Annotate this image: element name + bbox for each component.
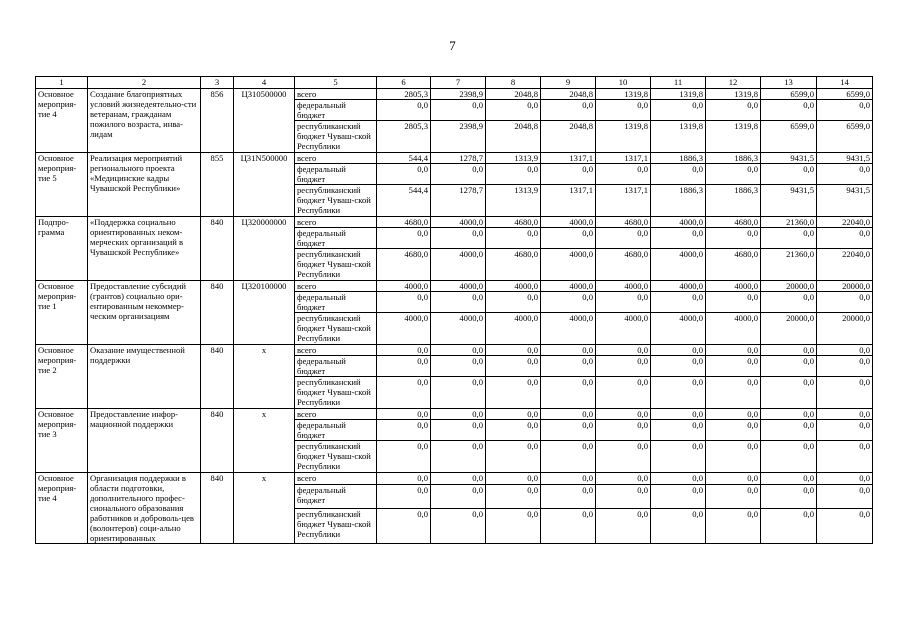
- value-cell: 4680,0: [596, 249, 651, 281]
- table-row: [36, 89, 873, 100]
- value-cell: 0,0: [706, 441, 761, 473]
- value-cell: 0,0: [431, 292, 486, 313]
- value-cell: 0,0: [651, 164, 706, 185]
- grbs-code-cell: 840: [201, 281, 234, 345]
- value-cell: 0,0: [706, 420, 761, 441]
- grbs-code-cell: 840: [201, 409, 234, 473]
- activity-type-cell: Основное мероприя-тие 4: [36, 473, 88, 544]
- value-cell: 9431,5: [761, 185, 817, 217]
- value-cell: 2048,8: [486, 121, 541, 153]
- value-cell: 21360,0: [761, 217, 817, 228]
- value-cell: 4000,0: [431, 249, 486, 281]
- activity-name-cell: Создание благоприятных условий жизнедеятельно-сти ветеранам, гражданам пожилого возраста, инва-лидам: [88, 89, 201, 153]
- value-cell: 0,0: [706, 292, 761, 313]
- column-header-1: 1: [36, 77, 88, 89]
- value-cell: 0,0: [651, 356, 706, 377]
- funding-source-cell: республиканский бюджет Чуваш-ской Республики: [295, 441, 377, 473]
- value-cell: 1319,8: [651, 121, 706, 153]
- page-number: 7: [449, 38, 456, 53]
- value-cell: 0,0: [377, 420, 431, 441]
- grbs-code-cell: 840: [201, 217, 234, 281]
- value-cell: 0,0: [817, 164, 873, 185]
- funding-source-cell: федеральный бюджет: [295, 228, 377, 249]
- value-cell: 4000,0: [486, 281, 541, 292]
- value-cell: 0,0: [761, 409, 817, 420]
- value-cell: 6599,0: [761, 89, 817, 100]
- value-cell: 0,0: [431, 409, 486, 420]
- value-cell: 4680,0: [596, 217, 651, 228]
- column-header-3: 3: [201, 77, 234, 89]
- value-cell: 0,0: [651, 409, 706, 420]
- value-cell: 544,4: [377, 185, 431, 217]
- value-cell: 0,0: [596, 164, 651, 185]
- value-cell: 0,0: [541, 420, 596, 441]
- value-cell: 4000,0: [706, 313, 761, 345]
- target-code-cell: Ц310500000: [234, 89, 295, 153]
- value-cell: 0,0: [431, 377, 486, 409]
- value-cell: 1313,9: [486, 153, 541, 164]
- column-header-9: 9: [541, 77, 596, 89]
- funding-source-cell: всего: [295, 281, 377, 292]
- value-cell: 0,0: [377, 345, 431, 356]
- value-cell: 0,0: [541, 100, 596, 121]
- value-cell: 0,0: [761, 508, 817, 544]
- value-cell: 9431,5: [817, 153, 873, 164]
- value-cell: 0,0: [431, 485, 486, 508]
- value-cell: 0,0: [817, 420, 873, 441]
- value-cell: 4000,0: [651, 249, 706, 281]
- funding-source-cell: республиканский бюджет Чуваш-ской Республики: [295, 508, 377, 544]
- value-cell: 0,0: [486, 164, 541, 185]
- value-cell: 6599,0: [761, 121, 817, 153]
- funding-source-cell: федеральный бюджет: [295, 164, 377, 185]
- value-cell: 0,0: [706, 485, 761, 508]
- value-cell: 4680,0: [377, 217, 431, 228]
- value-cell: 0,0: [651, 292, 706, 313]
- value-cell: 2805,3: [377, 121, 431, 153]
- column-header-12: 12: [706, 77, 761, 89]
- table-header: [36, 77, 873, 89]
- value-cell: 0,0: [817, 228, 873, 249]
- value-cell: 6599,0: [817, 89, 873, 100]
- column-header-8: 8: [486, 77, 541, 89]
- column-header-7: 7: [431, 77, 486, 89]
- value-cell: 0,0: [431, 164, 486, 185]
- value-cell: 0,0: [596, 228, 651, 249]
- value-cell: 0,0: [541, 377, 596, 409]
- funding-source-cell: всего: [295, 217, 377, 228]
- funding-source-cell: всего: [295, 473, 377, 485]
- value-cell: 0,0: [651, 508, 706, 544]
- value-cell: 1278,7: [431, 185, 486, 217]
- target-code-cell: Ц320000000: [234, 217, 295, 281]
- funding-source-cell: федеральный бюджет: [295, 485, 377, 508]
- grbs-code-cell: 840: [201, 345, 234, 409]
- activity-type-cell: Основное мероприя-тие 3: [36, 409, 88, 473]
- value-cell: 4000,0: [651, 281, 706, 292]
- value-cell: 9431,5: [761, 153, 817, 164]
- value-cell: 1313,9: [486, 185, 541, 217]
- value-cell: 0,0: [817, 441, 873, 473]
- funding-source-cell: федеральный бюджет: [295, 100, 377, 121]
- value-cell: 4000,0: [431, 217, 486, 228]
- value-cell: 0,0: [817, 292, 873, 313]
- value-cell: 0,0: [817, 100, 873, 121]
- value-cell: 0,0: [817, 356, 873, 377]
- value-cell: 9431,5: [817, 185, 873, 217]
- value-cell: 0,0: [651, 485, 706, 508]
- funding-source-cell: республиканский бюджет Чуваш-ской Республики: [295, 313, 377, 345]
- value-cell: 1317,1: [596, 185, 651, 217]
- table-body: [36, 89, 873, 544]
- value-cell: 544,4: [377, 153, 431, 164]
- value-cell: 0,0: [761, 377, 817, 409]
- value-cell: 0,0: [651, 420, 706, 441]
- value-cell: 4680,0: [706, 249, 761, 281]
- value-cell: 4680,0: [377, 249, 431, 281]
- funding-source-cell: всего: [295, 409, 377, 420]
- value-cell: 0,0: [431, 473, 486, 485]
- value-cell: 21360,0: [761, 249, 817, 281]
- value-cell: 0,0: [431, 356, 486, 377]
- value-cell: 0,0: [651, 228, 706, 249]
- value-cell: 0,0: [596, 292, 651, 313]
- column-header-6: 6: [377, 77, 431, 89]
- value-cell: 1317,1: [541, 185, 596, 217]
- value-cell: 0,0: [596, 377, 651, 409]
- value-cell: 20000,0: [817, 313, 873, 345]
- value-cell: 0,0: [541, 441, 596, 473]
- funding-source-cell: республиканский бюджет Чуваш-ской Республики: [295, 185, 377, 217]
- value-cell: 0,0: [706, 473, 761, 485]
- value-cell: 4000,0: [431, 313, 486, 345]
- value-cell: 0,0: [706, 356, 761, 377]
- activity-name-cell: Оказание имущественной поддержки: [88, 345, 201, 409]
- value-cell: 0,0: [706, 377, 761, 409]
- value-cell: 0,0: [486, 228, 541, 249]
- activity-type-cell: Основное мероприя-тие 4: [36, 89, 88, 153]
- value-cell: 0,0: [706, 164, 761, 185]
- value-cell: 0,0: [377, 409, 431, 420]
- value-cell: 4680,0: [486, 217, 541, 228]
- value-cell: 0,0: [596, 485, 651, 508]
- target-code-cell: Ц31N500000: [234, 153, 295, 217]
- grbs-code-cell: 840: [201, 473, 234, 544]
- budget-table: [35, 76, 873, 544]
- funding-source-cell: республиканский бюджет Чуваш-ской Республики: [295, 121, 377, 153]
- column-header-5: 5: [295, 77, 377, 89]
- value-cell: 0,0: [377, 164, 431, 185]
- value-cell: 4000,0: [431, 281, 486, 292]
- activity-name-cell: Организация поддержки в области подготовки, дополнительного профес-сионального образования работников и доброволь-цев (волонтеров) соци-ально ориентированных: [88, 473, 201, 544]
- value-cell: 0,0: [761, 228, 817, 249]
- column-header-11: 11: [651, 77, 706, 89]
- value-cell: 1886,3: [651, 185, 706, 217]
- value-cell: 22040,0: [817, 217, 873, 228]
- activity-name-cell: Реализация мероприятий регионального проекта «Медицинские кадры Чувашской Республики»: [88, 153, 201, 217]
- value-cell: 0,0: [596, 441, 651, 473]
- value-cell: 0,0: [706, 409, 761, 420]
- value-cell: 0,0: [596, 473, 651, 485]
- value-cell: 1319,8: [651, 89, 706, 100]
- value-cell: 0,0: [486, 441, 541, 473]
- value-cell: 0,0: [486, 420, 541, 441]
- value-cell: 4000,0: [377, 281, 431, 292]
- value-cell: 2805,3: [377, 89, 431, 100]
- value-cell: 22040,0: [817, 249, 873, 281]
- funding-source-cell: федеральный бюджет: [295, 356, 377, 377]
- value-cell: 0,0: [541, 345, 596, 356]
- value-cell: 20000,0: [761, 281, 817, 292]
- activity-type-cell: Подпро-грамма: [36, 217, 88, 281]
- value-cell: 0,0: [431, 100, 486, 121]
- value-cell: 0,0: [596, 100, 651, 121]
- value-cell: 0,0: [651, 473, 706, 485]
- value-cell: 20000,0: [817, 281, 873, 292]
- value-cell: 0,0: [431, 345, 486, 356]
- grbs-code-cell: 856: [201, 89, 234, 153]
- value-cell: 0,0: [541, 485, 596, 508]
- value-cell: 2398,9: [431, 89, 486, 100]
- value-cell: 0,0: [761, 345, 817, 356]
- value-cell: 1278,7: [431, 153, 486, 164]
- value-cell: 0,0: [817, 345, 873, 356]
- funding-source-cell: республиканский бюджет Чуваш-ской Республики: [295, 377, 377, 409]
- value-cell: 0,0: [431, 508, 486, 544]
- value-cell: 4000,0: [706, 281, 761, 292]
- value-cell: 1317,1: [596, 153, 651, 164]
- value-cell: 0,0: [761, 485, 817, 508]
- value-cell: 0,0: [761, 356, 817, 377]
- table-row: [36, 473, 873, 485]
- value-cell: 0,0: [377, 292, 431, 313]
- value-cell: 4000,0: [541, 313, 596, 345]
- value-cell: 0,0: [761, 164, 817, 185]
- value-cell: 20000,0: [761, 313, 817, 345]
- table-row: [36, 153, 873, 164]
- funding-source-cell: всего: [295, 89, 377, 100]
- table-row: [36, 345, 873, 356]
- value-cell: 0,0: [761, 420, 817, 441]
- value-cell: 0,0: [706, 228, 761, 249]
- value-cell: 0,0: [761, 473, 817, 485]
- value-cell: 4000,0: [541, 249, 596, 281]
- value-cell: 0,0: [486, 473, 541, 485]
- value-cell: 0,0: [486, 356, 541, 377]
- value-cell: 0,0: [596, 356, 651, 377]
- value-cell: 0,0: [817, 473, 873, 485]
- value-cell: 0,0: [486, 508, 541, 544]
- value-cell: 4000,0: [651, 313, 706, 345]
- value-cell: 0,0: [761, 100, 817, 121]
- value-cell: 0,0: [431, 420, 486, 441]
- column-header-13: 13: [761, 77, 817, 89]
- value-cell: 0,0: [377, 473, 431, 485]
- value-cell: 0,0: [486, 100, 541, 121]
- value-cell: 0,0: [596, 345, 651, 356]
- value-cell: 0,0: [377, 441, 431, 473]
- value-cell: 0,0: [541, 356, 596, 377]
- value-cell: 0,0: [486, 345, 541, 356]
- value-cell: 0,0: [486, 485, 541, 508]
- column-header-10: 10: [596, 77, 651, 89]
- value-cell: 0,0: [541, 164, 596, 185]
- value-cell: 1319,8: [706, 89, 761, 100]
- value-cell: 0,0: [377, 508, 431, 544]
- table-row: [36, 281, 873, 292]
- value-cell: 0,0: [377, 356, 431, 377]
- value-cell: 0,0: [431, 441, 486, 473]
- value-cell: 1319,8: [596, 89, 651, 100]
- value-cell: 1317,1: [541, 153, 596, 164]
- target-code-cell: x: [234, 409, 295, 473]
- activity-type-cell: Основное мероприя-тие 2: [36, 345, 88, 409]
- funding-source-cell: всего: [295, 345, 377, 356]
- value-cell: 0,0: [651, 100, 706, 121]
- value-cell: 1319,8: [706, 121, 761, 153]
- value-cell: 0,0: [541, 292, 596, 313]
- column-header-14: 14: [817, 77, 873, 89]
- value-cell: 1319,8: [596, 121, 651, 153]
- value-cell: 2048,8: [541, 121, 596, 153]
- column-header-2: 2: [88, 77, 201, 89]
- value-cell: 0,0: [541, 228, 596, 249]
- activity-type-cell: Основное мероприя-тие 5: [36, 153, 88, 217]
- value-cell: 0,0: [817, 377, 873, 409]
- header-row: [36, 77, 873, 89]
- value-cell: 4000,0: [596, 313, 651, 345]
- value-cell: 0,0: [486, 292, 541, 313]
- value-cell: 0,0: [706, 508, 761, 544]
- funding-source-cell: федеральный бюджет: [295, 420, 377, 441]
- value-cell: 0,0: [761, 292, 817, 313]
- funding-source-cell: федеральный бюджет: [295, 292, 377, 313]
- value-cell: 2398,9: [431, 121, 486, 153]
- value-cell: 2048,8: [541, 89, 596, 100]
- value-cell: 1886,3: [706, 185, 761, 217]
- value-cell: 0,0: [706, 100, 761, 121]
- value-cell: 4000,0: [377, 313, 431, 345]
- value-cell: 0,0: [541, 409, 596, 420]
- value-cell: 1886,3: [651, 153, 706, 164]
- value-cell: 1886,3: [706, 153, 761, 164]
- value-cell: 0,0: [486, 377, 541, 409]
- table-row: [36, 409, 873, 420]
- value-cell: 0,0: [706, 345, 761, 356]
- value-cell: 0,0: [596, 420, 651, 441]
- value-cell: 0,0: [431, 228, 486, 249]
- value-cell: 4000,0: [596, 281, 651, 292]
- funding-source-cell: республиканский бюджет Чуваш-ской Республики: [295, 249, 377, 281]
- value-cell: 0,0: [651, 345, 706, 356]
- target-code-cell: Ц320100000: [234, 281, 295, 345]
- activity-name-cell: Предоставление субсидий (грантов) социально ори-ентированным некоммер-ческим организациям: [88, 281, 201, 345]
- value-cell: 0,0: [596, 508, 651, 544]
- target-code-cell: x: [234, 473, 295, 544]
- funding-source-cell: всего: [295, 153, 377, 164]
- value-cell: 4000,0: [486, 313, 541, 345]
- target-code-cell: x: [234, 345, 295, 409]
- value-cell: 0,0: [377, 100, 431, 121]
- value-cell: 0,0: [377, 228, 431, 249]
- value-cell: 0,0: [486, 409, 541, 420]
- activity-name-cell: Предоставление инфор-мационной поддержки: [88, 409, 201, 473]
- column-header-4: 4: [234, 77, 295, 89]
- value-cell: 0,0: [817, 485, 873, 508]
- value-cell: 0,0: [541, 508, 596, 544]
- value-cell: 4680,0: [486, 249, 541, 281]
- table-row: [36, 217, 873, 228]
- value-cell: 6599,0: [817, 121, 873, 153]
- value-cell: 0,0: [541, 473, 596, 485]
- grbs-code-cell: 855: [201, 153, 234, 217]
- activity-name-cell: «Поддержка социально ориентированных неком-мерческих организаций в Чувашской Республике»: [88, 217, 201, 281]
- value-cell: 0,0: [817, 508, 873, 544]
- value-cell: 0,0: [761, 441, 817, 473]
- value-cell: 0,0: [377, 485, 431, 508]
- value-cell: 0,0: [651, 377, 706, 409]
- value-cell: 4000,0: [651, 217, 706, 228]
- value-cell: 0,0: [596, 409, 651, 420]
- value-cell: 4680,0: [706, 217, 761, 228]
- value-cell: 4000,0: [541, 281, 596, 292]
- value-cell: 4000,0: [541, 217, 596, 228]
- value-cell: 0,0: [651, 441, 706, 473]
- value-cell: 2048,8: [486, 89, 541, 100]
- value-cell: 0,0: [817, 409, 873, 420]
- value-cell: 0,0: [377, 377, 431, 409]
- activity-type-cell: Основное мероприя-тие 1: [36, 281, 88, 345]
